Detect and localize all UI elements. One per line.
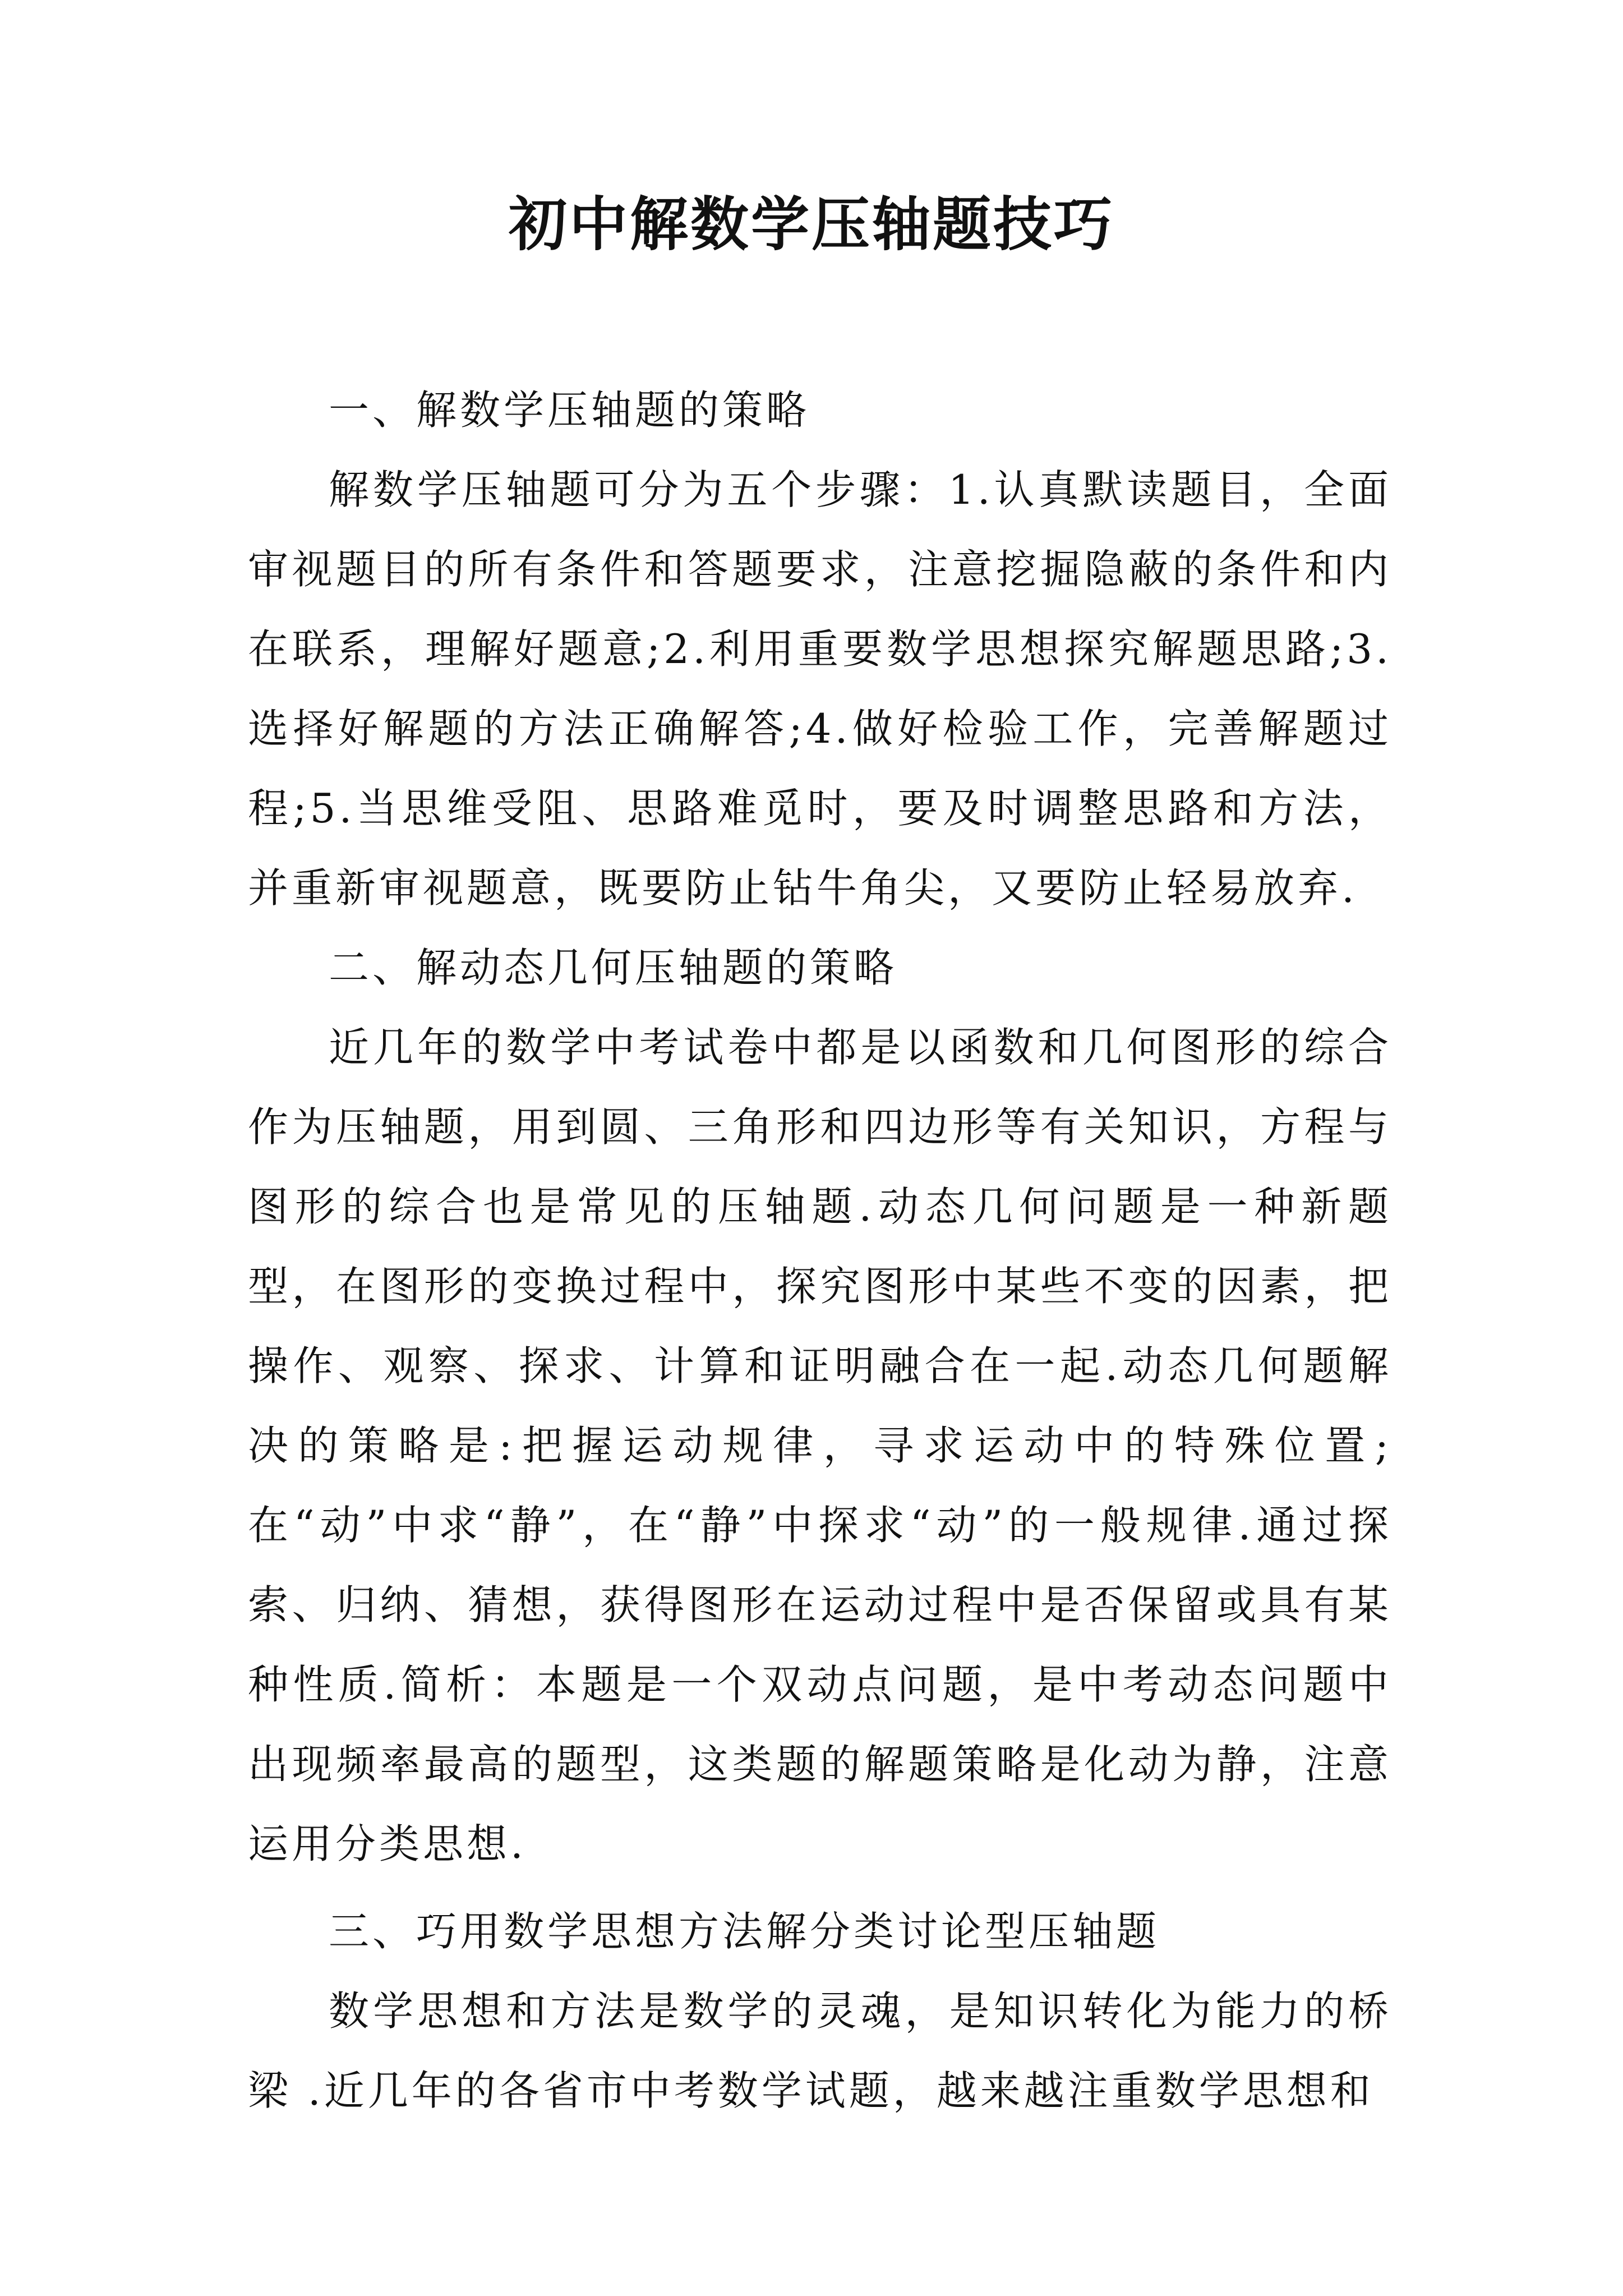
body-paragraph: 数学思想和方法是数学的灵魂，是知识转化为能力的桥梁 .近几年的各省市中考数学试题，越来越注重数学思想和 — [248, 1987, 1392, 2114]
section-classification — [248, 1892, 1392, 2131]
document-title: 初中解数学压轴题技巧 — [508, 190, 1114, 259]
document-body — [248, 370, 1392, 2131]
body-paragraph: 解数学压轴题可分为五个步骤：1.认真默读题目，全面审视题目的所有条件和答题要求，注意挖掘隐蔽的条件和内在联系，理解好题意;2.利用重要数学思想探究解题思路;3.选择好解题的方法正确解答;4.做好检验工作，完善解题过程;5.当思维受阻、思路难觅时，要及时调整思路和方法，并重新审视题意，既要防止钻牛角尖，又要防止轻易放弃. — [248, 466, 1392, 912]
section-heading: 二、解动态几何压轴题的策略 — [329, 944, 898, 991]
body-paragraph: 近几年的数学中考试卷中都是以函数和几何图形的综合作为压轴题，用到圆、三角形和四边形等有关知识，方程与图形的综合也是常见的压轴题.动态几何问题是一种新题型，在图形的变换过程中，探究图形中某些不变的因素，把操作、观察、探求、计算和证明融合在一起.动态几何题解决的策略是:把握运动规律，寻求运动中的特殊位置;在“动”中求“静”，在“静”中探求“动”的一般规律.通过探索、归纳、猜想，获得图形在运动过程中是否保留或具有某种性质.简析：本题是一个双动点问题，是中考动态问题中出现频率最高的题型，这类题的解题策略是化动为静，注意运用分类思想. — [248, 1024, 1392, 1867]
section-heading: 一、解数学压轴题的策略 — [329, 386, 810, 434]
section-heading: 三、巧用数学思想方法解分类讨论型压轴题 — [329, 1908, 1160, 1955]
section-dynamic-geometry — [248, 928, 1392, 1884]
section-strategy — [248, 370, 1392, 928]
section-gap — [248, 1884, 1392, 1892]
